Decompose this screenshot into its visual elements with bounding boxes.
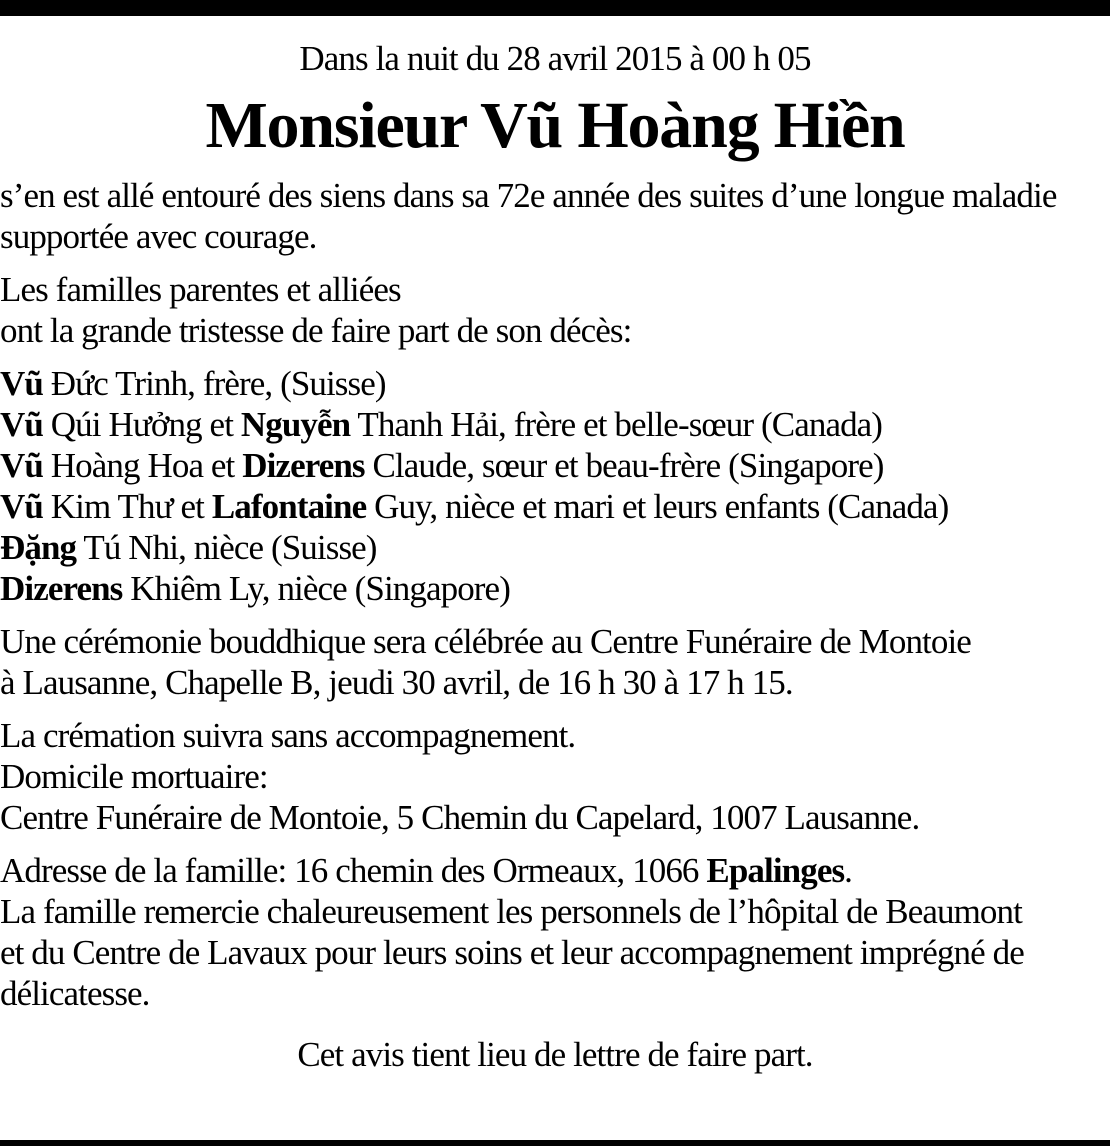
mortuary-label: Domicile mortuaire: bbox=[0, 757, 268, 796]
cremation-line: La crémation suivra sans accompagnement. bbox=[0, 716, 576, 755]
obituary-notice bbox=[0, 38, 1110, 1075]
mourner-surname: Vũ bbox=[0, 487, 43, 526]
cremation-paragraph bbox=[0, 715, 1110, 838]
mourner-surname: Vũ bbox=[0, 446, 43, 485]
thanks-line: La famille remercie chaleureusement les personnels de l’hôpital de Beaumont bbox=[0, 892, 1022, 931]
mourner-surname: Đặng bbox=[0, 528, 77, 567]
ceremony-line: Une cérémonie bouddhique sera célébrée au Centre Funéraire de Montoie bbox=[0, 622, 971, 661]
families-line: ont la grande tristesse de faire part de son décès: bbox=[0, 311, 632, 350]
mourner-surname: Dizerens bbox=[0, 569, 123, 608]
families-line: Les familles parentes et alliées bbox=[0, 270, 401, 309]
family-address-text: Adresse de la famille: 16 chemin des Ormeaux, 1066 bbox=[0, 851, 707, 890]
family-address-city: Epalinges bbox=[706, 851, 845, 890]
mourners-list bbox=[0, 363, 1110, 609]
family-address-suffix: . bbox=[844, 851, 853, 890]
mourner-text: Qúi Hưởng et bbox=[42, 405, 241, 444]
family-address bbox=[0, 850, 1110, 891]
date-line: Dans la nuit du 28 avril 2015 à 00 h 05 bbox=[299, 39, 811, 78]
families-paragraph bbox=[0, 269, 1110, 351]
mourner-partner-text: Claude, sœur et beau-frère (Singapore) bbox=[364, 446, 884, 485]
mourner-entry bbox=[0, 486, 1110, 527]
mourner-text: Hoàng Hoa et bbox=[42, 446, 243, 485]
mourner-surname: Vũ bbox=[0, 405, 43, 444]
intro-line: supportée avec courage. bbox=[0, 217, 317, 256]
mourner-text: Đức Trinh, frère, (Suisse) bbox=[42, 364, 386, 403]
mourner-entry bbox=[0, 404, 1110, 445]
intro-line: s’en est allé entouré des siens dans sa 72e année des suites d’une longue maladie bbox=[0, 176, 1057, 215]
deceased-name: Monsieur Vũ Hoàng Hiền bbox=[205, 89, 905, 162]
mourner-partner-text: Thanh Hải, frère et belle-sœur (Canada) bbox=[350, 405, 883, 444]
mortuary-address: Centre Funéraire de Montoie, 5 Chemin du Capelard, 1007 Lausanne. bbox=[0, 798, 920, 837]
mourner-partner-surname: Dizerens bbox=[242, 446, 365, 485]
bottom-border-rule bbox=[0, 1140, 1110, 1146]
mourner-text: Tú Nhi, nièce (Suisse) bbox=[76, 528, 377, 567]
mourner-text: Kim Thư et bbox=[42, 487, 212, 526]
mourner-partner-surname: Lafontaine bbox=[211, 487, 367, 526]
mourner-entry bbox=[0, 527, 1110, 568]
intro-paragraph bbox=[0, 175, 1110, 257]
mourner-entry bbox=[0, 568, 1110, 609]
address-thanks-paragraph bbox=[0, 850, 1110, 1014]
thanks-line: délicatesse. bbox=[0, 974, 150, 1013]
mourner-partner-text: Guy, nièce et mari et leurs enfants (Canada) bbox=[366, 487, 949, 526]
mourner-entry bbox=[0, 445, 1110, 486]
mourner-entry bbox=[0, 363, 1110, 404]
thanks-line: et du Centre de Lavaux pour leurs soins et leur accompagnement imprégné de bbox=[0, 933, 1024, 972]
mourner-partner-surname: Nguyễn bbox=[240, 405, 351, 444]
top-border-rule bbox=[0, 0, 1110, 16]
ceremony-line: à Lausanne, Chapelle B, jeudi 30 avril, de 16 h 30 à 17 h 15. bbox=[0, 663, 793, 702]
mourner-text: Khiêm Ly, nièce (Singapore) bbox=[122, 569, 510, 608]
ceremony-paragraph bbox=[0, 621, 1110, 703]
closing-line: Cet avis tient lieu de lettre de faire part. bbox=[297, 1035, 813, 1074]
mourner-surname: Vũ bbox=[0, 364, 43, 403]
